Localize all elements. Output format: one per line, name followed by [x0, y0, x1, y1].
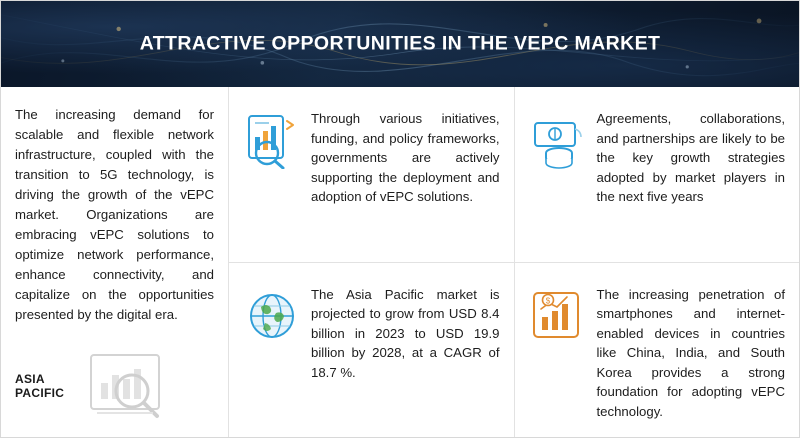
region-highlight [15, 347, 173, 425]
chart-magnifier-icon [77, 347, 173, 425]
header-banner [1, 1, 799, 87]
document-chart-search-icon [243, 111, 301, 169]
region-label: ASIA PACIFIC [15, 372, 65, 400]
insight-card [229, 87, 514, 263]
insight-card [229, 263, 514, 438]
insight-card-text: Agreements, collaborations, and partnerships are likely to be the key growth strategies adopted by market players in the next five years [596, 111, 785, 204]
cards-column-right [515, 87, 800, 437]
insight-card-text: Through various initiatives, funding, and policy frameworks, governments are actively supporting the deployment and adoption of vEPC solutions. [311, 111, 500, 204]
summary-paragraph: The increasing demand for scalable and flexible network infrastructure, coupled with the transition to 5G technology, is driving the growth of the vEPC market. Organizations are embracing vEPC solutions to optimize network performance, enhance connectivity, and capitalize on the opportunities presented by the digital era. [15, 107, 214, 322]
left-summary-panel [1, 87, 229, 437]
svg-text:$: $ [545, 296, 550, 305]
cards-column-middle [229, 87, 515, 437]
cards-area [229, 87, 799, 437]
money-cash-coins-icon [529, 111, 587, 169]
body-container [1, 87, 799, 437]
insight-card [515, 263, 800, 438]
globe-world-icon [243, 287, 301, 345]
insight-card-text: The Asia Pacific market is projected to grow from USD 8.4 billion in 2023 to USD 19.9 billion by 2028, at a CAGR of 18.7 %. [311, 286, 500, 380]
growth-bar-chart-dollar-icon [529, 287, 587, 345]
insight-card-text: The increasing penetration of smartphones and internet-enabled devices in countries like China, India, and South Korea provides a strong foundation for adopting vEPC technology. [596, 286, 785, 419]
insight-card [515, 87, 800, 263]
page-title: ATTRACTIVE OPPORTUNITIES IN THE VEPC MARKET [139, 32, 661, 55]
